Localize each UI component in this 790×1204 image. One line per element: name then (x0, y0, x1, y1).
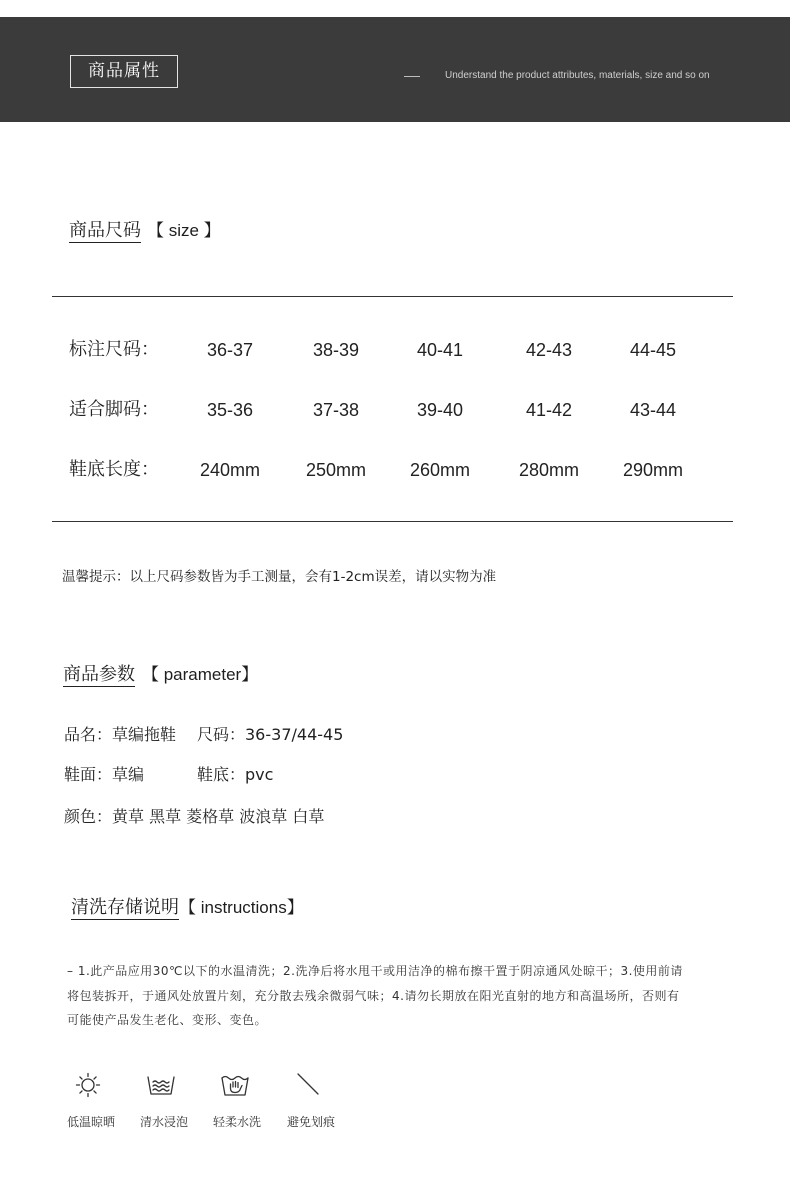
table-cell: 240mm (199, 460, 261, 480)
table-cell: 44-45 (629, 340, 677, 360)
param-upper: 鞋面：草编 (64, 765, 145, 784)
table-cell: 280mm (518, 460, 580, 480)
attributes-banner (0, 17, 790, 122)
row-label-marked-size: 标注尺码： (69, 339, 159, 360)
parameter-heading-en: 【 parameter】 (142, 665, 259, 684)
instructions-heading-en: 【 instructions】 (179, 898, 304, 917)
banner-subtitle: Understand the product attributes, materials, size and so on (445, 70, 710, 81)
banner-title: 商品属性 (70, 55, 178, 88)
size-heading: 商品尺码 (69, 220, 141, 241)
parameter-heading: 商品参数 (63, 664, 135, 685)
basin-icon (146, 1073, 176, 1097)
care-label-sun-dry: 低温晾晒 (66, 1115, 115, 1129)
table-cell: 38-39 (312, 340, 360, 360)
param-size: 尺码：36-37/44-45 (197, 725, 344, 744)
care-label-soak: 清水浸泡 (139, 1115, 188, 1129)
param-sole: 鞋底：pvc (197, 765, 274, 784)
sun-icon (74, 1071, 102, 1099)
row-label-fit-size: 适合脚码： (69, 399, 159, 420)
table-top-rule (52, 296, 733, 297)
table-cell: 41-42 (525, 400, 573, 420)
instructions-line: 可能使产品发生老化、变形、变色。 (67, 1013, 268, 1027)
care-label-avoid-scratch: 避免划痕 (286, 1115, 335, 1129)
table-cell: 37-38 (312, 400, 360, 420)
table-cell: 40-41 (416, 340, 464, 360)
care-label-gentle-wash: 轻柔水洗 (212, 1115, 261, 1129)
banner-dash-divider (404, 76, 420, 77)
row-label-sole-length: 鞋底长度： (69, 459, 159, 480)
table-cell: 250mm (305, 460, 367, 480)
param-colors: 颜色：黄草 黑草 菱格草 波浪草 白草 (64, 807, 325, 826)
instructions-heading: 清洗存储说明 (71, 897, 179, 918)
table-cell: 290mm (622, 460, 684, 480)
table-cell: 260mm (409, 460, 471, 480)
table-cell: 43-44 (629, 400, 677, 420)
table-bottom-rule (52, 521, 733, 522)
size-heading-en: 【 size 】 (147, 221, 221, 240)
scratch-icon (296, 1072, 320, 1096)
instructions-line: – 1.此产品应用30℃以下的水温清洗；2.洗净后将水甩干或用洁净的棉布擦干置于阴凉通风处晾干；3.使用前请 (67, 964, 683, 978)
table-cell: 35-36 (206, 400, 254, 420)
instructions-line: 将包装拆开，于通风处放置片刻，充分散去残余微弱气味；4.请勿长期放在阳光直射的地方和高温场所，否则有 (67, 989, 680, 1003)
table-cell: 36-37 (206, 340, 254, 360)
table-cell: 39-40 (416, 400, 464, 420)
table-cell: 42-43 (525, 340, 573, 360)
size-tip: 温馨提示：以上尺码参数皆为手工测量，会有1-2cm误差，请以实物为准 (62, 569, 497, 585)
param-product-name: 品名：草编拖鞋 (64, 725, 177, 744)
hand-wash-icon (220, 1071, 250, 1097)
